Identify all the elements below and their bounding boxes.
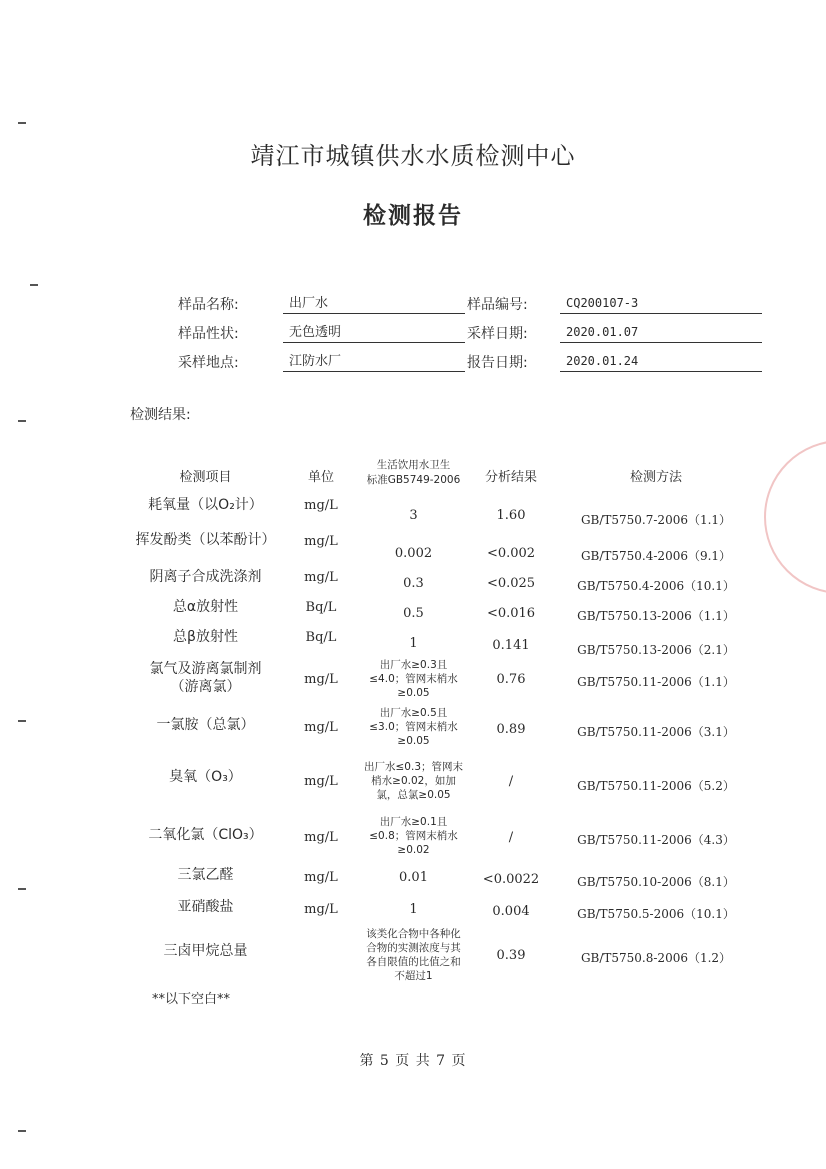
- row-standard: 出厂水≥0.3且≤4.0；管网末梢水≥0.05: [369, 659, 458, 699]
- organization-title: 靖江市城镇供水水质检测中心: [250, 142, 576, 170]
- row-standard: 1: [409, 901, 418, 917]
- header-method: 检测方法: [629, 470, 682, 485]
- row-method: GB/T5750.8-2006（1.2）: [580, 950, 732, 965]
- row-unit: mg/L: [304, 829, 338, 845]
- page-number-footer: 第 5 页 共 7 页: [359, 1053, 467, 1069]
- row-unit: Bq/L: [305, 629, 337, 645]
- table-row: [0, 520, 826, 564]
- row-standard: 1: [409, 635, 418, 651]
- header-result: 分析结果: [484, 470, 537, 485]
- end-of-table-mark: **以下空白**: [152, 992, 231, 1007]
- sampling-site-label: 采样地点:: [178, 355, 239, 371]
- sampling-date-value: 2020.01.07: [560, 323, 762, 343]
- row-standard: 出厂水≥0.1且≤0.8；管网末梢水≥0.02: [369, 816, 458, 856]
- sample-code-value: CQ200107-3: [560, 294, 762, 314]
- row-item: 氯气及游离氯制剂（游离氯）: [149, 661, 262, 695]
- row-method: GB/T5750.5-2006（10.1）: [577, 906, 735, 921]
- row-standard: 出厂水≥0.5且≤3.0；管网末梢水≥0.05: [369, 707, 458, 747]
- row-unit: [292, 940, 350, 962]
- table-row: [0, 704, 826, 752]
- row-unit: Bq/L: [305, 599, 337, 615]
- header-standard-line2: 标准GB5749-2006: [366, 474, 461, 486]
- row-result: <0.025: [486, 575, 536, 591]
- row-item: 三卤甲烷总量: [163, 943, 248, 959]
- row-item: 阴离子合成洗涤剂: [149, 569, 262, 585]
- row-result: 0.004: [492, 903, 530, 919]
- margin-mark: [30, 284, 38, 286]
- row-unit: mg/L: [304, 901, 338, 917]
- report-date-value: 2020.01.24: [560, 352, 762, 372]
- row-item: 挥发酚类（以苯酚计）: [135, 532, 276, 548]
- results-heading: 检测结果:: [130, 407, 191, 423]
- row-standard: 0.5: [403, 605, 424, 621]
- row-unit: mg/L: [304, 671, 338, 687]
- row-item: 耗氧量（以O₂计）: [148, 497, 263, 513]
- header-item: 检测项目: [179, 470, 232, 485]
- report-date-label: 报告日期:: [467, 355, 528, 371]
- table-row: [0, 566, 826, 596]
- table-row: [0, 896, 826, 926]
- row-result: <0.0022: [482, 871, 540, 887]
- sample-name-label: 样品名称:: [178, 297, 239, 313]
- sample-nature-label: 样品性状:: [178, 326, 239, 342]
- table-row: [0, 812, 826, 862]
- row-unit: mg/L: [304, 497, 338, 513]
- row-result: <0.002: [486, 545, 536, 561]
- sampling-date-label: 采样日期:: [467, 326, 528, 342]
- row-method: GB/T5750.4-2006（10.1）: [577, 578, 735, 593]
- sample-name-value: 出厂水: [283, 294, 465, 314]
- row-item: 总α放射性: [172, 599, 239, 615]
- row-standard: 0.3: [403, 575, 424, 591]
- table-row: [0, 864, 826, 894]
- row-result: 0.89: [496, 721, 526, 737]
- report-title: 检测报告: [363, 203, 463, 229]
- row-item: 三氯乙醛: [177, 867, 234, 883]
- row-method: GB/T5750.11-2006（4.3）: [577, 832, 735, 847]
- row-standard: 3: [409, 507, 418, 523]
- table-row: [0, 626, 826, 658]
- row-method: GB/T5750.13-2006（1.1）: [577, 608, 735, 623]
- row-result: <0.016: [486, 605, 536, 621]
- sample-nature-value: 无色透明: [283, 323, 465, 343]
- row-method: GB/T5750.10-2006（8.1）: [577, 874, 735, 889]
- row-method: GB/T5750.11-2006（3.1）: [577, 724, 735, 739]
- row-method: GB/T5750.11-2006（1.1）: [577, 674, 735, 689]
- row-method: GB/T5750.7-2006（1.1）: [580, 512, 732, 527]
- header-standard: [356, 458, 471, 488]
- margin-mark: [18, 420, 26, 422]
- row-item: 一氯胺（总氯）: [156, 717, 255, 733]
- row-unit: mg/L: [304, 773, 338, 789]
- row-item: 总β放射性: [173, 629, 238, 645]
- margin-mark: [18, 1130, 26, 1132]
- row-item: 亚硝酸盐: [177, 899, 234, 915]
- row-standard: 0.01: [399, 869, 428, 885]
- row-result: 0.76: [496, 671, 526, 687]
- table-row: [0, 752, 826, 810]
- row-item: 二氧化氯（ClO₃）: [148, 827, 263, 843]
- row-standard: 0.002: [394, 545, 433, 561]
- row-result: /: [508, 829, 514, 845]
- row-result: 0.39: [496, 947, 526, 963]
- header-standard-line1: 生活饮用水卫生: [376, 459, 451, 471]
- table-row: [0, 596, 826, 626]
- sample-code-label: 样品编号:: [467, 297, 528, 313]
- row-result: 0.141: [492, 637, 530, 653]
- row-result: /: [508, 773, 514, 789]
- row-unit: mg/L: [304, 533, 338, 549]
- row-unit: mg/L: [304, 869, 338, 885]
- row-item: 臭氧（O₃）: [169, 769, 242, 785]
- header-unit: 单位: [307, 470, 334, 485]
- margin-mark: [18, 122, 26, 124]
- row-unit: mg/L: [304, 569, 338, 585]
- row-method: GB/T5750.13-2006（2.1）: [577, 642, 735, 657]
- row-standard: 出厂水≤0.3；管网末梢水≥0.02，如加氯，总氯≥0.05: [364, 761, 463, 801]
- row-method: GB/T5750.11-2006（5.2）: [577, 778, 735, 793]
- row-unit: mg/L: [304, 719, 338, 735]
- table-row: [0, 656, 826, 704]
- sampling-site-value: 江防水厂: [283, 352, 465, 372]
- row-result: 1.60: [496, 507, 526, 523]
- row-standard: 该类化合物中各种化合物的实测浓度与其各自限值的比值之和不超过1: [366, 928, 461, 982]
- row-method: GB/T5750.4-2006（9.1）: [580, 548, 732, 563]
- table-row: [0, 926, 826, 984]
